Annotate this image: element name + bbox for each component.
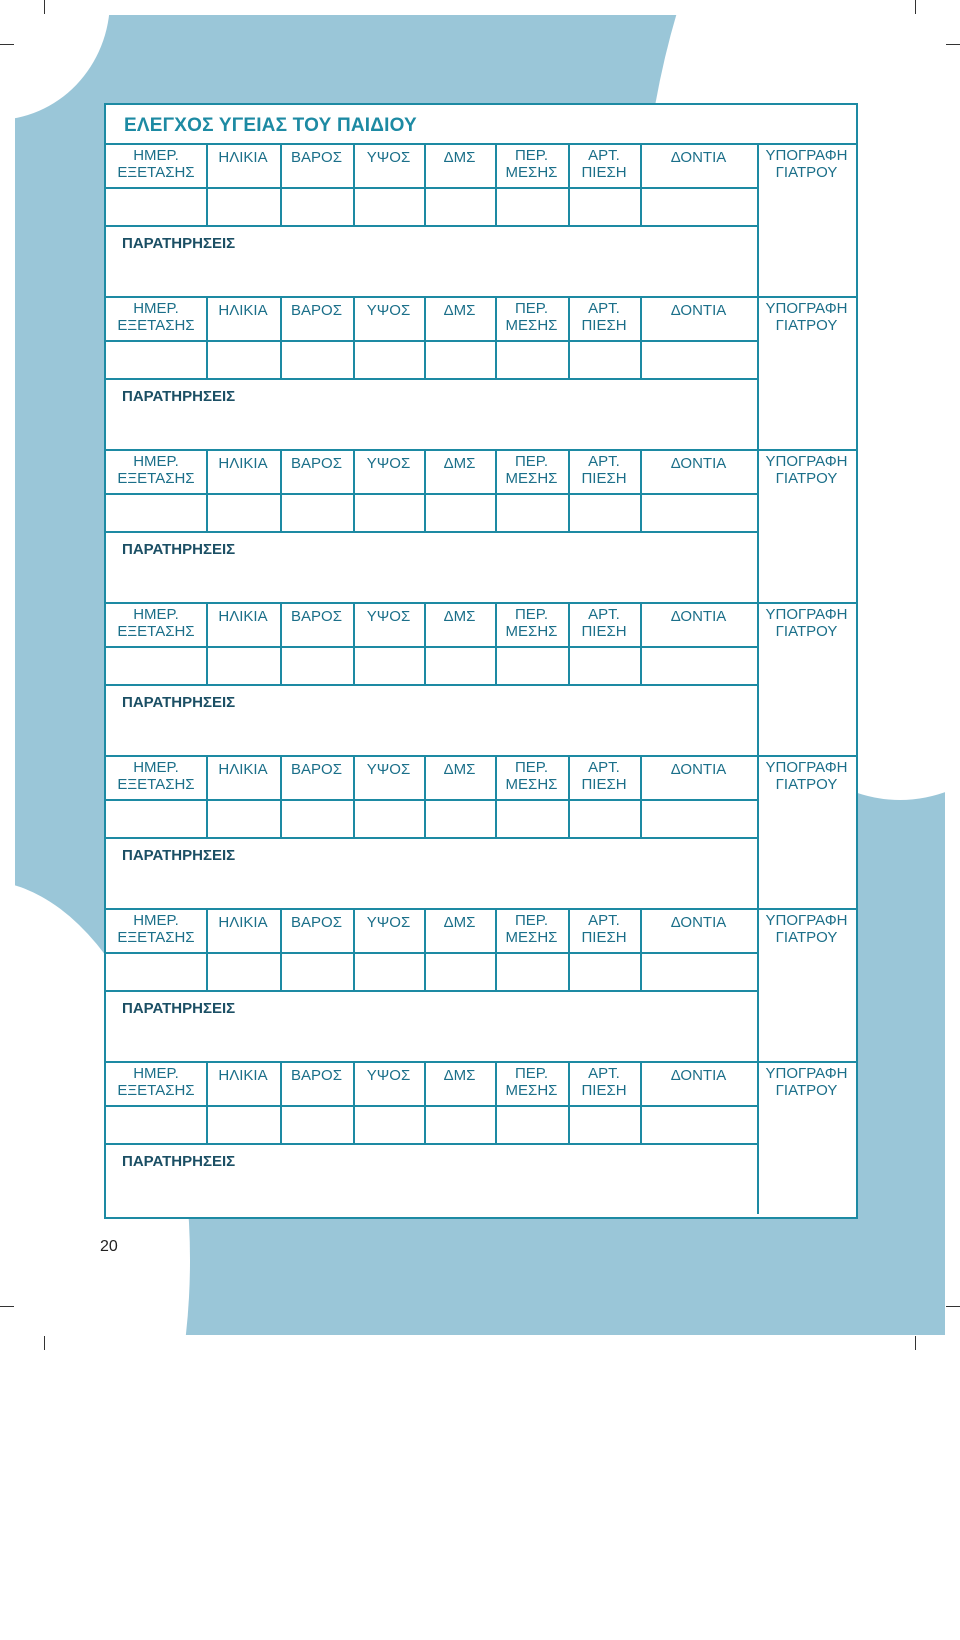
column-header-age: ΗΛΙΚΙΑ — [218, 302, 268, 319]
value-cell-weight[interactable] — [282, 954, 353, 990]
column-header-teeth: ΔΟΝΤΙΑ — [670, 608, 727, 625]
value-cell-head[interactable] — [497, 189, 568, 225]
column-header-weight: ΒΑΡΟΣ — [291, 761, 342, 778]
value-cell-bmi[interactable] — [426, 648, 495, 684]
value-cell-age[interactable] — [208, 189, 280, 225]
value-cell-pressure[interactable] — [570, 1107, 640, 1143]
column-header-signature: ΥΠΟΓΡΑΦΗ ΓΙΑΤΡΟΥ — [765, 147, 848, 181]
value-cell-age[interactable] — [208, 495, 280, 531]
row-divider — [106, 908, 856, 910]
column-header-pressure: ΑΡΤ. ΠΙΕΣΗ — [581, 147, 627, 181]
column-header-head: ΠΕΡ. ΜΕΣΗΣ — [505, 453, 558, 487]
column-header-signature: ΥΠΟΓΡΑΦΗ ΓΙΑΤΡΟΥ — [765, 1065, 848, 1099]
column-header-pressure: ΑΡΤ. ΠΙΕΣΗ — [581, 759, 627, 793]
value-cell-pressure[interactable] — [570, 495, 640, 531]
column-header-weight: ΒΑΡΟΣ — [291, 1067, 342, 1084]
value-cell-age[interactable] — [208, 342, 280, 378]
column-header-age: ΗΛΙΚΙΑ — [218, 914, 268, 931]
remarks-area[interactable] — [108, 410, 755, 447]
column-header-teeth: ΔΟΝΤΙΑ — [670, 455, 727, 472]
value-cell-head[interactable] — [497, 801, 568, 837]
column-header-height: ΥΨΟΣ — [366, 1067, 411, 1084]
exam-block — [106, 143, 856, 296]
page-number: 20 — [100, 1238, 118, 1255]
column-header-signature: ΥΠΟΓΡΑΦΗ ΓΙΑΤΡΟΥ — [765, 453, 848, 487]
value-cell-teeth[interactable] — [642, 189, 757, 225]
value-cell-weight[interactable] — [282, 189, 353, 225]
column-header-height: ΥΨΟΣ — [366, 608, 411, 625]
value-cell-date[interactable] — [108, 189, 206, 225]
row-divider — [106, 378, 757, 380]
crop-mark — [0, 1306, 14, 1307]
value-cell-head[interactable] — [497, 954, 568, 990]
crop-mark — [915, 0, 916, 14]
remarks-area[interactable] — [108, 869, 755, 906]
remarks-label: ΠΑΡΑΤΗΡΗΣΕΙΣ — [122, 541, 236, 558]
column-header-head: ΠΕΡ. ΜΕΣΗΣ — [505, 912, 558, 946]
column-header-bmi: ΔΜΣ — [443, 455, 476, 472]
value-cell-height[interactable] — [355, 954, 424, 990]
column-header-head: ΠΕΡ. ΜΕΣΗΣ — [505, 606, 558, 640]
column-header-date: ΗΜΕΡ. ΕΞΕΤΑΣΗΣ — [117, 912, 195, 946]
remarks-area[interactable] — [108, 257, 755, 294]
exam-block — [106, 1061, 856, 1214]
exam-block — [106, 296, 856, 449]
value-cell-pressure[interactable] — [570, 954, 640, 990]
value-cell-teeth[interactable] — [642, 495, 757, 531]
column-header-bmi: ΔΜΣ — [443, 1067, 476, 1084]
row-divider — [106, 684, 757, 686]
value-cell-teeth[interactable] — [642, 954, 757, 990]
value-cell-height[interactable] — [355, 189, 424, 225]
value-cell-age[interactable] — [208, 801, 280, 837]
remarks-area[interactable] — [108, 1022, 755, 1059]
column-header-weight: ΒΑΡΟΣ — [291, 302, 342, 319]
value-cell-teeth[interactable] — [642, 1107, 757, 1143]
column-header-height: ΥΨΟΣ — [366, 302, 411, 319]
remarks-label: ΠΑΡΑΤΗΡΗΣΕΙΣ — [122, 235, 236, 252]
column-header-teeth: ΔΟΝΤΙΑ — [670, 914, 727, 931]
crop-mark — [44, 1336, 45, 1350]
column-header-signature: ΥΠΟΓΡΑΦΗ ΓΙΑΤΡΟΥ — [765, 759, 848, 793]
value-cell-date[interactable] — [108, 1107, 206, 1143]
crop-mark — [915, 1336, 916, 1350]
column-header-signature: ΥΠΟΓΡΑΦΗ ΓΙΑΤΡΟΥ — [765, 300, 848, 334]
column-header-weight: ΒΑΡΟΣ — [291, 149, 342, 166]
column-header-head: ΠΕΡ. ΜΕΣΗΣ — [505, 300, 558, 334]
column-header-date: ΗΜΕΡ. ΕΞΕΤΑΣΗΣ — [117, 1065, 195, 1099]
value-cell-head[interactable] — [497, 495, 568, 531]
column-header-age: ΗΛΙΚΙΑ — [218, 608, 268, 625]
remarks-area[interactable] — [108, 716, 755, 753]
column-header-weight: ΒΑΡΟΣ — [291, 455, 342, 472]
value-cell-pressure[interactable] — [570, 648, 640, 684]
row-divider — [106, 837, 757, 839]
column-header-teeth: ΔΟΝΤΙΑ — [670, 1067, 727, 1084]
health-check-form — [104, 103, 858, 1219]
value-cell-weight[interactable] — [282, 495, 353, 531]
value-cell-height[interactable] — [355, 342, 424, 378]
row-divider — [106, 225, 757, 227]
row-divider — [106, 602, 856, 604]
value-cell-pressure[interactable] — [570, 342, 640, 378]
column-header-teeth: ΔΟΝΤΙΑ — [670, 761, 727, 778]
column-header-date: ΗΜΕΡ. ΕΞΕΤΑΣΗΣ — [117, 147, 195, 181]
column-header-date: ΗΜΕΡ. ΕΞΕΤΑΣΗΣ — [117, 606, 195, 640]
column-header-date: ΗΜΕΡ. ΕΞΕΤΑΣΗΣ — [117, 300, 195, 334]
value-cell-bmi[interactable] — [426, 189, 495, 225]
column-header-weight: ΒΑΡΟΣ — [291, 608, 342, 625]
column-header-bmi: ΔΜΣ — [443, 761, 476, 778]
column-header-pressure: ΑΡΤ. ΠΙΕΣΗ — [581, 300, 627, 334]
value-cell-bmi[interactable] — [426, 1107, 495, 1143]
row-divider — [106, 990, 757, 992]
column-header-bmi: ΔΜΣ — [443, 302, 476, 319]
remarks-label: ΠΑΡΑΤΗΡΗΣΕΙΣ — [122, 1153, 236, 1170]
value-cell-pressure[interactable] — [570, 801, 640, 837]
value-cell-date[interactable] — [108, 342, 206, 378]
value-cell-date[interactable] — [108, 954, 206, 990]
column-header-age: ΗΛΙΚΙΑ — [218, 149, 268, 166]
column-header-height: ΥΨΟΣ — [366, 455, 411, 472]
column-header-date: ΗΜΕΡ. ΕΞΕΤΑΣΗΣ — [117, 453, 195, 487]
value-cell-weight[interactable] — [282, 801, 353, 837]
exam-block — [106, 755, 856, 908]
row-divider — [106, 1061, 856, 1063]
column-header-height: ΥΨΟΣ — [366, 149, 411, 166]
column-header-bmi: ΔΜΣ — [443, 914, 476, 931]
value-cell-head[interactable] — [497, 648, 568, 684]
value-cell-head[interactable] — [497, 1107, 568, 1143]
crop-mark — [946, 44, 960, 45]
column-header-head: ΠΕΡ. ΜΕΣΗΣ — [505, 147, 558, 181]
column-header-weight: ΒΑΡΟΣ — [291, 914, 342, 931]
value-cell-bmi[interactable] — [426, 954, 495, 990]
value-cell-bmi[interactable] — [426, 801, 495, 837]
column-header-head: ΠΕΡ. ΜΕΣΗΣ — [505, 759, 558, 793]
column-header-bmi: ΔΜΣ — [443, 608, 476, 625]
value-cell-age[interactable] — [208, 954, 280, 990]
value-cell-teeth[interactable] — [642, 801, 757, 837]
column-header-teeth: ΔΟΝΤΙΑ — [670, 302, 727, 319]
exam-block — [106, 449, 856, 602]
exam-block — [106, 602, 856, 755]
value-cell-head[interactable] — [497, 342, 568, 378]
remarks-area[interactable] — [108, 1175, 755, 1212]
value-cell-weight[interactable] — [282, 1107, 353, 1143]
value-cell-height[interactable] — [355, 1107, 424, 1143]
value-cell-teeth[interactable] — [642, 648, 757, 684]
column-header-signature: ΥΠΟΓΡΑΦΗ ΓΙΑΤΡΟΥ — [765, 912, 848, 946]
value-cell-date[interactable] — [108, 801, 206, 837]
column-header-pressure: ΑΡΤ. ΠΙΕΣΗ — [581, 912, 627, 946]
value-cell-pressure[interactable] — [570, 189, 640, 225]
row-divider — [106, 143, 856, 145]
crop-mark — [0, 44, 14, 45]
value-cell-age[interactable] — [208, 648, 280, 684]
column-header-pressure: ΑΡΤ. ΠΙΕΣΗ — [581, 606, 627, 640]
row-divider — [106, 296, 856, 298]
value-cell-weight[interactable] — [282, 648, 353, 684]
exam-block — [106, 908, 856, 1061]
value-cell-age[interactable] — [208, 1107, 280, 1143]
value-cell-bmi[interactable] — [426, 495, 495, 531]
value-cell-teeth[interactable] — [642, 342, 757, 378]
remarks-label: ΠΑΡΑΤΗΡΗΣΕΙΣ — [122, 847, 236, 864]
column-header-signature: ΥΠΟΓΡΑΦΗ ΓΙΑΤΡΟΥ — [765, 606, 848, 640]
remarks-label: ΠΑΡΑΤΗΡΗΣΕΙΣ — [122, 388, 236, 405]
column-header-pressure: ΑΡΤ. ΠΙΕΣΗ — [581, 1065, 627, 1099]
column-header-head: ΠΕΡ. ΜΕΣΗΣ — [505, 1065, 558, 1099]
value-cell-height[interactable] — [355, 495, 424, 531]
form-title: ΕΛΕΓΧΟΣ ΥΓΕΙΑΣ ΤΟΥ ΠΑΙΔΙΟΥ — [124, 115, 417, 136]
value-cell-date[interactable] — [108, 648, 206, 684]
remarks-label: ΠΑΡΑΤΗΡΗΣΕΙΣ — [122, 1000, 236, 1017]
value-cell-bmi[interactable] — [426, 342, 495, 378]
column-header-height: ΥΨΟΣ — [366, 761, 411, 778]
row-divider — [106, 449, 856, 451]
column-header-pressure: ΑΡΤ. ΠΙΕΣΗ — [581, 453, 627, 487]
row-divider — [106, 531, 757, 533]
column-header-bmi: ΔΜΣ — [443, 149, 476, 166]
column-header-age: ΗΛΙΚΙΑ — [218, 761, 268, 778]
value-cell-height[interactable] — [355, 801, 424, 837]
column-header-age: ΗΛΙΚΙΑ — [218, 1067, 268, 1084]
column-header-height: ΥΨΟΣ — [366, 914, 411, 931]
row-divider — [106, 755, 856, 757]
row-divider — [106, 1143, 757, 1145]
column-header-teeth: ΔΟΝΤΙΑ — [670, 149, 727, 166]
crop-mark — [44, 0, 45, 14]
value-cell-height[interactable] — [355, 648, 424, 684]
remarks-label: ΠΑΡΑΤΗΡΗΣΕΙΣ — [122, 694, 236, 711]
value-cell-date[interactable] — [108, 495, 206, 531]
crop-mark — [946, 1306, 960, 1307]
remarks-area[interactable] — [108, 563, 755, 600]
value-cell-weight[interactable] — [282, 342, 353, 378]
column-header-age: ΗΛΙΚΙΑ — [218, 455, 268, 472]
column-header-date: ΗΜΕΡ. ΕΞΕΤΑΣΗΣ — [117, 759, 195, 793]
